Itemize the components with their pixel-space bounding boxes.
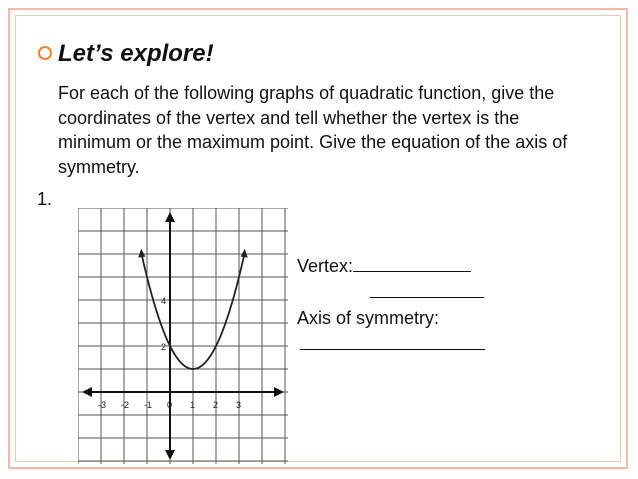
x-tick-label: -2 xyxy=(121,400,130,410)
axis-label: Axis of symmetry: xyxy=(297,308,440,328)
y-axis-arrow xyxy=(165,212,175,222)
answer-area xyxy=(297,253,485,357)
vertex-label: Vertex: xyxy=(297,256,354,276)
vertex-blank-1[interactable] xyxy=(353,254,471,272)
curve-arrow-right xyxy=(241,249,248,258)
x-tick-label: 3 xyxy=(236,400,242,410)
curve-arrow-left xyxy=(138,249,145,258)
bullet-icon xyxy=(38,46,52,60)
y-tick-label: 4 xyxy=(161,296,167,306)
x-tick-label: 1 xyxy=(190,400,196,410)
axis-line-2 xyxy=(297,331,485,357)
y-axis-arrow-down xyxy=(165,450,175,460)
slide-heading xyxy=(38,40,214,68)
graph-grid xyxy=(78,208,288,464)
axis-blank[interactable] xyxy=(300,332,485,350)
heading-text: Let’s explore! xyxy=(58,40,214,67)
parabola-graph xyxy=(78,208,288,464)
vertex-blank-2[interactable] xyxy=(370,280,484,298)
instructions-text: For each of the following graphs of quadratic function, give the coordinates of the vertex and tell whether the vertex is the minimum or the maximum point. Give the equation of the axis of symmetry. xyxy=(58,83,568,177)
item-number: 1. xyxy=(37,189,53,209)
graph-axes xyxy=(82,212,284,460)
x-tick-label: -1 xyxy=(144,400,153,410)
x-axis-arrow-left xyxy=(82,387,92,397)
x-tick-label: 0 xyxy=(167,400,173,410)
x-tick-label: 2 xyxy=(213,400,219,410)
axis-line xyxy=(297,305,485,331)
y-tick-label: 2 xyxy=(161,342,167,352)
vertex-line xyxy=(297,253,485,279)
x-tick-label: -3 xyxy=(98,400,107,410)
vertex-line-2 xyxy=(297,279,485,305)
x-axis-arrow xyxy=(274,387,284,397)
